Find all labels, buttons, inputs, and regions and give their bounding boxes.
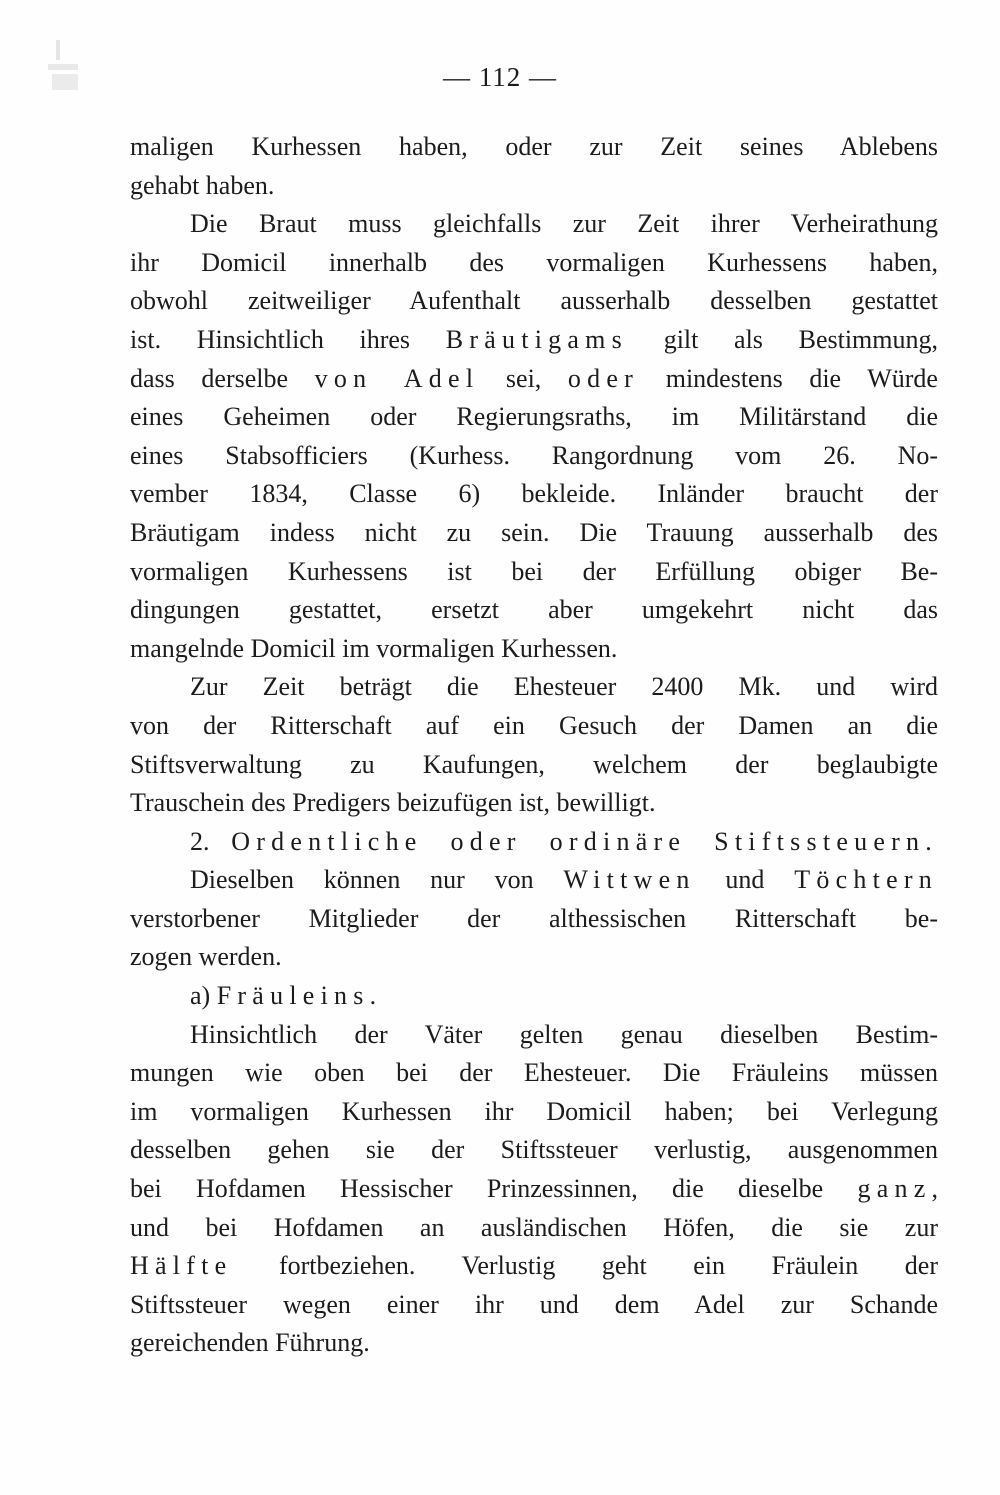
text-line [130, 977, 938, 1016]
text-segment: eines Stabsofficiers (Kurhess. Rangordnung vom 26. No- [130, 440, 938, 470]
text-segment: Stiftsverwaltung zu Kaufungen, welchem der beglaubigte [130, 749, 938, 779]
text-segment: von der Ritterschaft auf ein Gesuch der Damen an die [130, 710, 938, 740]
text-line [130, 746, 938, 785]
text-segment: Hinsichtlich der Väter gelten genau dieselben Bestim- [190, 1019, 938, 1049]
page-number-header: — 112 — [443, 62, 557, 92]
text-segment: dingungen gestattet, ersetzt aber umgekehrt nicht das [130, 595, 938, 625]
text-segment: , [931, 1174, 938, 1204]
text-segment: und bei Hofdamen an ausländischen Höfen, die sie zur [130, 1212, 938, 1242]
text-segment: mangelnde Domicil im vormaligen Kurhessen. [130, 633, 618, 663]
text-line [130, 321, 938, 360]
text-segment: Trauschein des Predigers beizufügen ist, bewilligt. [130, 788, 656, 818]
text-segment: gehabt haben. [130, 170, 275, 200]
spaced-emphasis-text: ganz [857, 1174, 932, 1204]
text-line [130, 823, 938, 862]
text-line [130, 514, 938, 553]
text-line [130, 398, 938, 437]
spaced-emphasis-text: von Adel [314, 363, 480, 393]
spaced-emphasis-text: Bräutigams [445, 324, 629, 354]
text-line [130, 553, 938, 592]
spaced-emphasis-text: Töchtern [794, 865, 938, 895]
text-line [130, 244, 938, 283]
text-segment: zogen werden. [130, 942, 282, 972]
text-segment: a) [190, 981, 217, 1011]
text-line [130, 938, 938, 977]
text-line [130, 1054, 938, 1093]
text-segment: gereichenden Führung. [130, 1328, 370, 1358]
text-segment: mungen wie oben bei der Ehesteuer. Die Fräuleins müssen [130, 1058, 938, 1088]
text-segment: vember 1834, Classe 6) bekleide. Inländer braucht der [130, 479, 938, 509]
text-line [130, 475, 938, 514]
text-line [130, 900, 938, 939]
text-line [130, 784, 938, 823]
spaced-emphasis-text: Fräuleins. [216, 981, 383, 1011]
text-line [130, 1324, 938, 1363]
text-line [130, 205, 938, 244]
text-segment: dass derselbe [130, 363, 315, 393]
text-segment: und [695, 865, 795, 895]
text-line [130, 167, 938, 206]
text-segment: Stiftssteuer wegen einer ihr und dem Adel zur Schande [130, 1289, 938, 1319]
text-line [130, 1093, 938, 1132]
text-line [130, 282, 938, 321]
spaced-emphasis-text: oder [567, 363, 640, 393]
spaced-emphasis-text: Ordentliche oder ordinäre Stiftssteuern. [231, 826, 938, 856]
text-segment: bei Hofdamen Hessischer Prinzessinnen, die dieselbe [130, 1174, 858, 1204]
text-line [130, 1170, 938, 1209]
text-line [130, 1016, 938, 1055]
text-segment: obwohl zeitweiliger Aufenthalt ausserhalb desselben gestattet [130, 286, 938, 316]
spaced-emphasis-text: Hälfte [130, 1251, 233, 1281]
text-segment: Die Braut muss gleichfalls zur Zeit ihrer Verheirathung [190, 209, 938, 239]
text-segment: eines Geheimen oder Regierungsraths, im Militärstand die [130, 402, 938, 432]
text-segment: im vormaligen Kurhessen ihr Domicil haben; bei Verlegung [130, 1096, 938, 1126]
text-line [130, 630, 938, 669]
body-text [130, 128, 938, 1363]
text-segment: 2. [190, 826, 232, 856]
text-line [130, 437, 938, 476]
text-line [130, 668, 938, 707]
text-line [130, 861, 938, 900]
text-segment: Zur Zeit beträgt die Ehesteuer 2400 Mk. und wird [190, 672, 938, 702]
text-line [130, 1131, 938, 1170]
text-line [130, 591, 938, 630]
text-line [130, 1247, 938, 1286]
text-segment: sei, [479, 363, 568, 393]
text-segment: Dieselben können nur von [190, 865, 564, 895]
text-segment: mindestens die Würde [639, 363, 938, 393]
text-line [130, 128, 938, 167]
text-line [130, 1209, 938, 1248]
text-segment: Bräutigam indess nicht zu sein. Die Trauung ausserhalb des [130, 517, 938, 547]
text-line [130, 1286, 938, 1325]
text-segment: ihr Domicil innerhalb des vormaligen Kurhessens haben, [130, 247, 938, 277]
text-segment: maligen Kurhessen haben, oder zur Zeit seines Ablebens [130, 132, 938, 161]
text-line [130, 360, 938, 399]
text-segment: desselben gehen sie der Stiftssteuer verlustig, ausgenommen [130, 1135, 938, 1165]
text-segment: verstorbener Mitglieder der althessischen Ritterschaft be- [130, 903, 938, 933]
text-segment: fortbeziehen. Verlustig geht ein Fräulein der [232, 1251, 938, 1281]
text-segment: ist. Hinsichtlich ihres [130, 324, 446, 354]
text-line [130, 707, 938, 746]
text-segment: vormaligen Kurhessens ist bei der Erfüllung obiger Be- [130, 556, 938, 586]
spaced-emphasis-text: Wittwen [563, 865, 696, 895]
text-segment: gilt als Bestimmung, [628, 324, 938, 354]
